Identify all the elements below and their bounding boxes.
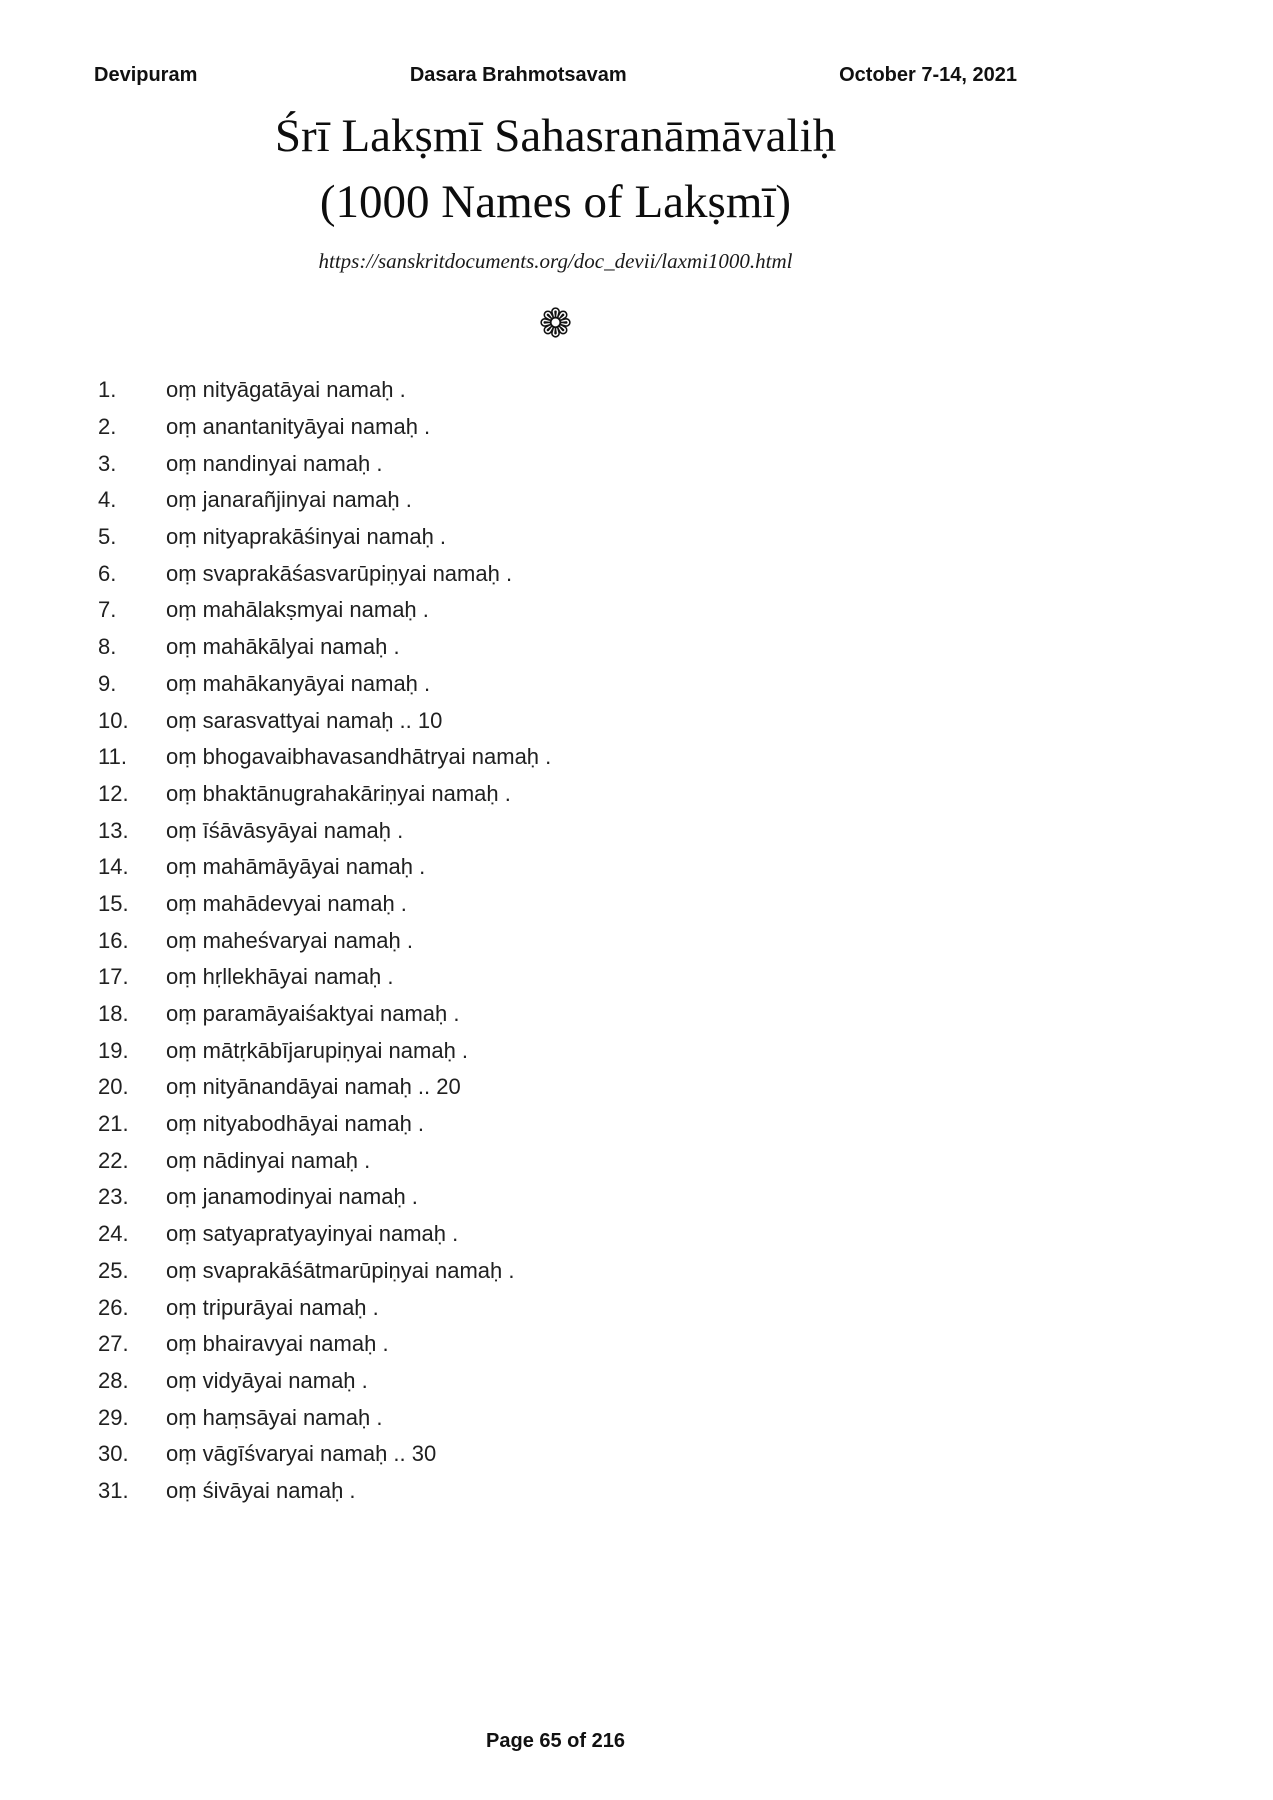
list-item-number: 1. xyxy=(98,377,117,403)
list-item-text: oṃ nādinyai namaḥ . xyxy=(166,1147,371,1173)
list-item-number: 11. xyxy=(98,744,127,770)
list-item xyxy=(94,922,1017,959)
header-right-text: October 7-14, 2021 xyxy=(839,64,1017,86)
list-item-number: 14. xyxy=(98,854,129,880)
list-item-text: oṃ vāgīśvaryai namaḥ .. 30 xyxy=(166,1441,437,1467)
list-item-number: 4. xyxy=(98,487,117,513)
list-item-text: oṃ nityānandāyai namaḥ .. 20 xyxy=(166,1074,461,1100)
list-item-number: 18. xyxy=(98,1001,129,1027)
list-item-text: oṃ nityaprakāśinyai namaḥ . xyxy=(166,524,447,550)
list-item-number: 2. xyxy=(98,414,117,440)
header-center-text: Dasara Brahmotsavam xyxy=(409,64,627,86)
list-item xyxy=(94,1326,1017,1363)
flower-ornament-icon: ❁ xyxy=(538,302,573,346)
list-item xyxy=(94,372,1017,409)
list-item xyxy=(94,812,1017,849)
list-item xyxy=(94,555,1017,592)
list-item xyxy=(94,482,1017,519)
list-item-number: 13. xyxy=(98,817,129,843)
list-item xyxy=(94,702,1017,739)
list-item-text: oṃ mahādevyai namaḥ . xyxy=(166,890,407,916)
list-item-number: 31. xyxy=(98,1477,129,1503)
list-item-text: oṃ janamodinyai namaḥ . xyxy=(166,1184,418,1210)
page-number-label: Page 65 of 216 xyxy=(486,1730,625,1752)
list-item-text: oṃ mahālakṣmyai namaḥ . xyxy=(166,597,429,623)
list-item-number: 24. xyxy=(98,1221,129,1247)
list-item-text: oṃ satyapratyayinyai namaḥ . xyxy=(166,1221,459,1247)
list-item xyxy=(94,1069,1017,1106)
list-item-number: 27. xyxy=(98,1331,129,1357)
list-item xyxy=(94,1216,1017,1253)
list-item-number: 25. xyxy=(98,1257,129,1283)
list-item-text: oṃ anantanityāyai namaḥ . xyxy=(166,414,431,440)
list-item-text: oṃ mahākālyai namaḥ . xyxy=(166,634,400,660)
list-item-number: 17. xyxy=(98,964,129,990)
title-block xyxy=(94,103,1017,235)
list-item-number: 23. xyxy=(98,1184,129,1210)
list-item-text: oṃ svaprakāśasvarūpiṇyai namaḥ . xyxy=(166,560,513,586)
list-item-text: oṃ haṃsāyai namaḥ . xyxy=(166,1404,383,1430)
list-item-text: oṃ tripurāyai namaḥ . xyxy=(166,1294,379,1320)
list-item-text: oṃ bhogavaibhavasandhātryai namaḥ . xyxy=(166,744,552,770)
header-left-text: Devipuram xyxy=(94,64,198,86)
list-item-number: 6. xyxy=(98,560,117,586)
list-item-text: oṃ mātṛkābījarupiṇyai namaḥ . xyxy=(166,1037,469,1063)
list-item-number: 12. xyxy=(98,780,129,806)
list-item-number: 10. xyxy=(98,707,129,733)
list-item xyxy=(94,1473,1017,1510)
list-item-number: 15. xyxy=(98,890,129,916)
list-item xyxy=(94,1436,1017,1473)
page-header xyxy=(94,0,1017,87)
list-item-number: 29. xyxy=(98,1404,129,1430)
list-item-text: oṃ mahāmāyāyai namaḥ . xyxy=(166,854,426,880)
list-item xyxy=(94,1032,1017,1069)
list-item xyxy=(94,1399,1017,1436)
list-item-text: oṃ maheśvaryai namaḥ . xyxy=(166,927,413,953)
list-item-number: 5. xyxy=(98,524,117,550)
list-item xyxy=(94,629,1017,666)
list-item-text: oṃ nandinyai namaḥ . xyxy=(166,450,383,476)
list-item xyxy=(94,409,1017,446)
list-item-number: 8. xyxy=(98,634,117,660)
list-item-number: 20. xyxy=(98,1074,129,1100)
list-item xyxy=(94,592,1017,629)
list-item xyxy=(94,519,1017,556)
list-item-text: oṃ mahākanyāyai namaḥ . xyxy=(166,670,431,696)
list-item xyxy=(94,1289,1017,1326)
list-item xyxy=(94,776,1017,813)
document-page xyxy=(94,0,1017,1800)
list-item-number: 16. xyxy=(98,927,129,953)
list-item-text: oṃ sarasvattyai namaḥ .. 10 xyxy=(166,707,443,733)
list-item-text: oṃ svaprakāśātmarūpiṇyai namaḥ . xyxy=(166,1257,515,1283)
list-item-text: oṃ nityāgatāyai namaḥ . xyxy=(166,377,406,403)
list-item-text: oṃ īśāvāsyāyai namaḥ . xyxy=(166,817,404,843)
list-item xyxy=(94,1363,1017,1400)
list-item xyxy=(94,886,1017,923)
document-title-line1: Śrī Lakṣmī Sahasranāmāvaliḥ xyxy=(274,110,837,162)
list-item-text: oṃ nityabodhāyai namaḥ . xyxy=(166,1111,425,1137)
list-item xyxy=(94,1106,1017,1143)
list-item xyxy=(94,996,1017,1033)
list-item-text: oṃ bhairavyai namaḥ . xyxy=(166,1331,389,1357)
document-title-line2: (1000 Names of Lakṣmī) xyxy=(319,176,792,228)
list-item-number: 7. xyxy=(98,597,117,623)
list-item xyxy=(94,959,1017,996)
list-item-text: oṃ vidyāyai namaḥ . xyxy=(166,1367,368,1393)
list-item-number: 3. xyxy=(98,450,117,476)
list-item xyxy=(94,445,1017,482)
list-item xyxy=(94,739,1017,776)
source-url-link[interactable]: https://sanskritdocuments.org/doc_devii/laxmi1000.html xyxy=(318,249,793,273)
list-item-number: 28. xyxy=(98,1367,129,1393)
list-item-number: 22. xyxy=(98,1147,129,1173)
list-item-text: oṃ paramāyaiśaktyai namaḥ . xyxy=(166,1001,460,1027)
list-item xyxy=(94,666,1017,703)
list-item-number: 9. xyxy=(98,670,117,696)
name-list xyxy=(94,372,1017,1509)
list-item-text: oṃ hṛllekhāyai namaḥ . xyxy=(166,964,394,990)
list-item xyxy=(94,1142,1017,1179)
list-item-number: 30. xyxy=(98,1441,129,1467)
list-item xyxy=(94,1253,1017,1290)
list-item-text: oṃ śivāyai namaḥ . xyxy=(166,1477,356,1503)
list-item-number: 21. xyxy=(98,1111,129,1137)
list-item xyxy=(94,849,1017,886)
list-item-text: oṃ bhaktānugrahakāriṇyai namaḥ . xyxy=(166,780,511,806)
list-item xyxy=(94,1179,1017,1216)
list-item-text: oṃ janarañjinyai namaḥ . xyxy=(166,487,412,513)
list-item-number: 19. xyxy=(98,1037,129,1063)
list-item-number: 26. xyxy=(98,1294,129,1320)
